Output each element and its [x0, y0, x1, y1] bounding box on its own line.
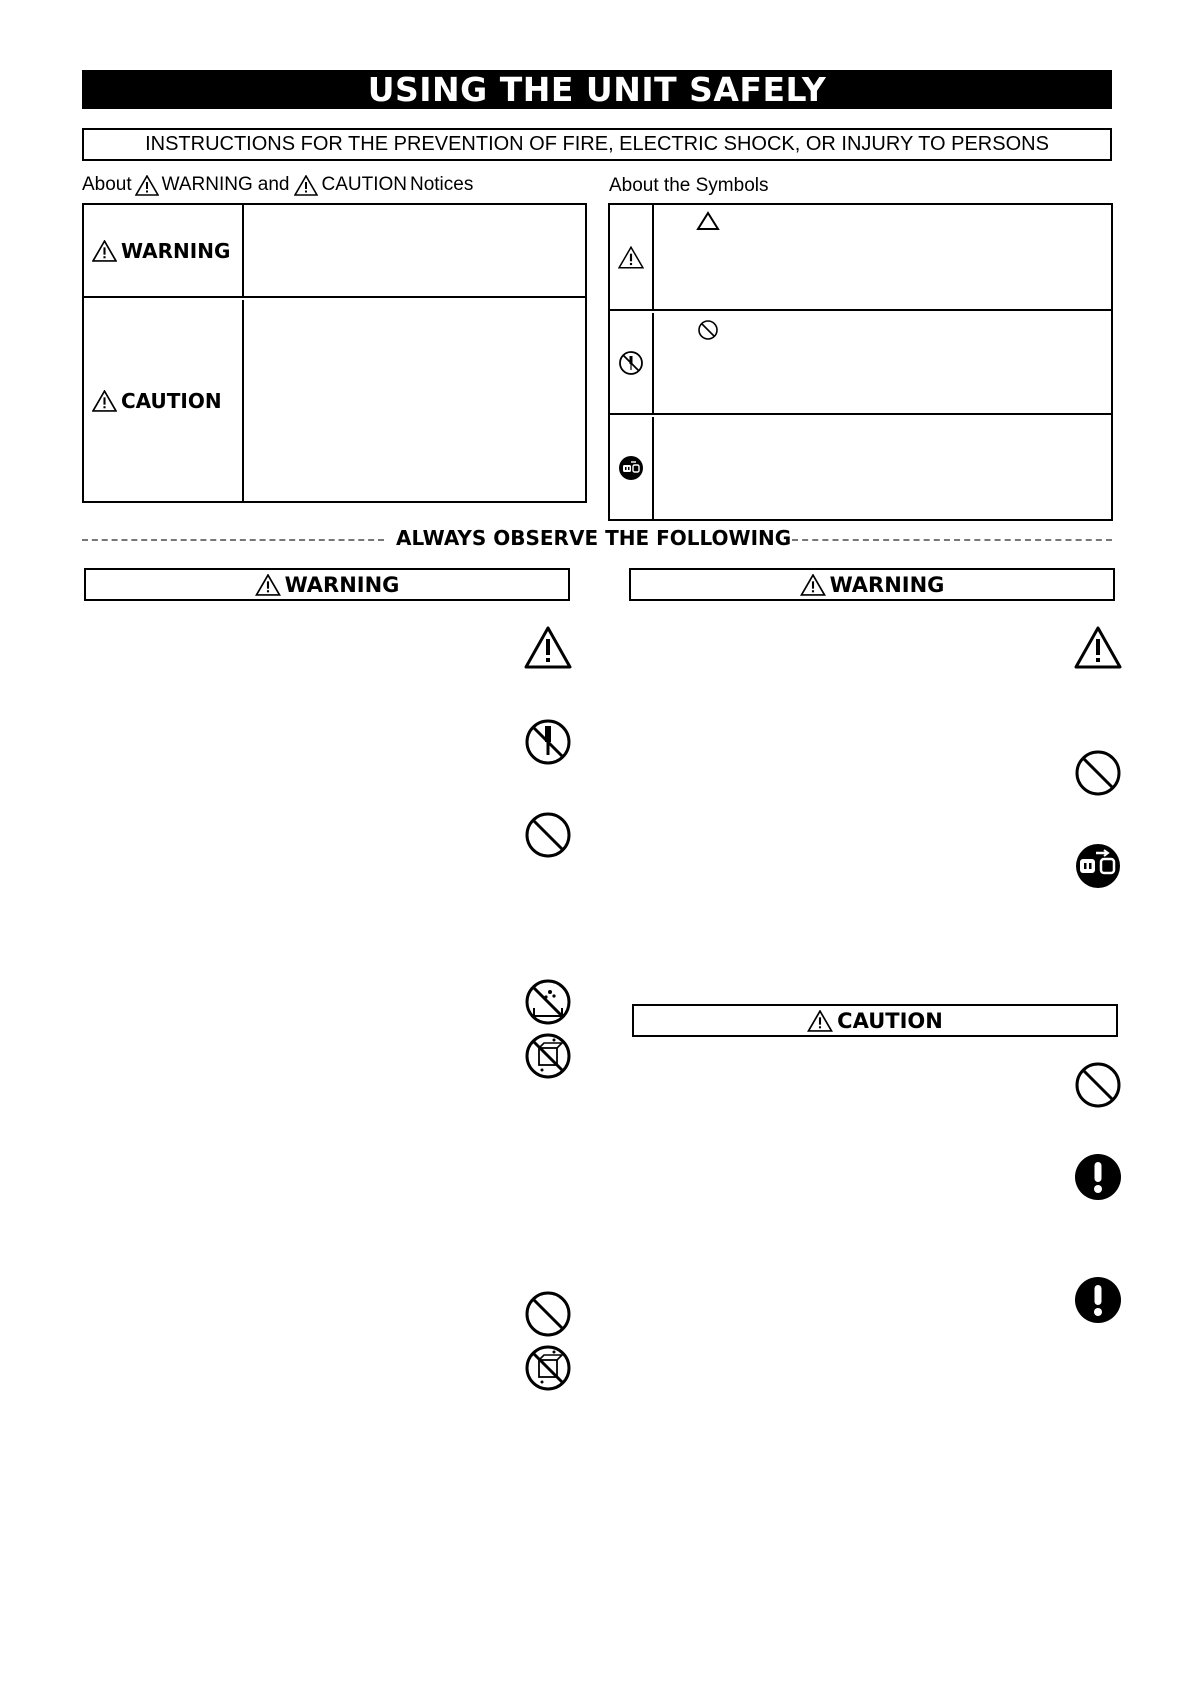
notices-heading-suffix: Notices	[409, 174, 474, 195]
no-children-icon	[524, 1032, 572, 1080]
page-title: USING THE UNIT SAFELY	[82, 70, 1112, 109]
notice-row-caution	[84, 300, 585, 501]
notices-table	[82, 203, 587, 503]
mandatory-icon	[1074, 1153, 1122, 1201]
divider-left	[82, 539, 384, 541]
symbol-icon-cell	[610, 417, 654, 519]
warning-triangle-icon	[618, 246, 644, 269]
notices-heading-and: and	[257, 174, 290, 195]
left-warning-header-text: WARNING	[284, 572, 400, 597]
caution-triangle-icon	[92, 390, 117, 412]
do-not-disassemble-icon	[618, 350, 644, 376]
prohibited-icon	[1074, 1061, 1122, 1109]
right-warning-header	[629, 568, 1115, 601]
warning-triangle-icon	[523, 625, 573, 670]
unplug-icon	[618, 455, 644, 481]
notices-heading-caution: CAUTION	[321, 174, 407, 195]
unplug-icon	[1074, 842, 1122, 890]
notice-body-caution	[244, 300, 585, 501]
notices-heading-warning: WARNING	[161, 174, 253, 195]
symbols-table	[608, 203, 1113, 521]
notice-body-warning	[244, 205, 585, 296]
prohibited-icon	[1074, 749, 1122, 797]
symbols-heading: About the Symbols	[609, 175, 769, 196]
right-caution-header-text: CAUTION	[837, 1008, 943, 1033]
warning-triangle-icon	[92, 240, 117, 262]
symbol-row-prohibited	[610, 313, 1111, 415]
warning-triangle-icon	[255, 574, 281, 596]
notices-heading	[82, 174, 473, 196]
right-warning-header-text: WARNING	[829, 572, 945, 597]
observe-heading: ALWAYS OBSERVE THE FOLLOWING	[396, 526, 792, 550]
notice-label-caution-text: CAUTION	[121, 388, 222, 413]
symbol-icon-cell	[610, 205, 654, 309]
notice-label-warning-text: WARNING	[121, 238, 231, 263]
left-warning-header	[84, 568, 570, 601]
caution-triangle-icon	[807, 1010, 833, 1032]
notices-heading-prefix: About	[82, 174, 132, 195]
symbol-row-unplug	[610, 417, 1111, 519]
warning-triangle-icon	[135, 175, 159, 196]
caution-triangle-icon	[294, 175, 318, 196]
no-children-icon	[524, 1344, 572, 1392]
subtitle-text: INSTRUCTIONS FOR THE PREVENTION OF FIRE, ELECTRIC SHOCK, OR INJURY TO PERSONS	[145, 133, 1049, 155]
prohibited-circle-icon	[697, 319, 719, 341]
warning-triangle-icon	[1073, 625, 1123, 670]
symbol-icon-cell	[610, 313, 654, 413]
symbol-row-triangle	[610, 205, 1111, 311]
subtitle-box	[82, 128, 1112, 161]
small-triangle-icon	[696, 211, 720, 231]
notice-row-warning	[84, 205, 585, 298]
mandatory-icon	[1074, 1276, 1122, 1324]
prohibited-icon	[524, 811, 572, 859]
no-water-icon	[524, 978, 572, 1026]
right-caution-header	[632, 1004, 1118, 1037]
do-not-disassemble-icon	[524, 718, 572, 766]
notice-label-warning	[84, 205, 244, 296]
prohibited-icon	[524, 1290, 572, 1338]
divider-right	[792, 539, 1112, 541]
notice-label-caution	[84, 300, 244, 501]
warning-triangle-icon	[800, 574, 826, 596]
